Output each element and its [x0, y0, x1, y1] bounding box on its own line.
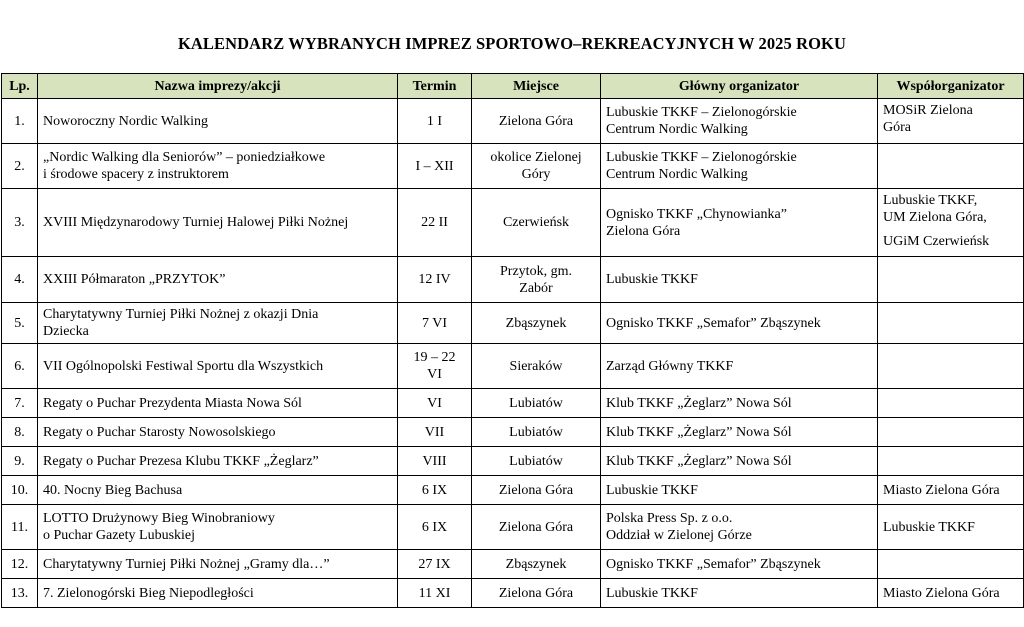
table-row — [2, 389, 1024, 418]
main-organizer-line: Klub TKKF „Żeglarz” Nowa Sól — [606, 424, 792, 440]
lp-cell: 6. — [2, 344, 38, 389]
co-organizer-cell — [878, 389, 1024, 418]
date-cell — [398, 418, 472, 447]
date-cell — [398, 579, 472, 608]
date-line: 22 II — [421, 215, 448, 230]
table-row — [2, 447, 1024, 476]
table-row — [2, 550, 1024, 579]
place-cell — [472, 505, 601, 550]
main-organizer-line: Lubuskie TKKF — [606, 585, 698, 601]
place-cell — [472, 476, 601, 505]
co-organizer-cell — [878, 303, 1024, 344]
co-organizer-cell — [878, 257, 1024, 303]
date-cell — [398, 99, 472, 144]
place-line: Zielona Góra — [498, 113, 574, 129]
event-name-cell — [38, 257, 398, 303]
event-name-line: Dziecka — [43, 324, 89, 339]
place-line: Zbąszynek — [505, 315, 567, 331]
event-name-line: VII Ogólnopolski Festiwal Sportu dla Wszystkich — [43, 358, 324, 374]
main-organizer-line: Klub TKKF „Żeglarz” Nowa Sól — [606, 395, 792, 411]
event-name-cell — [38, 579, 398, 608]
place-cell — [472, 579, 601, 608]
date-line: VI — [427, 367, 442, 382]
event-name-line: XVIII Międzynarodowy Turniej Halowej Piłki Nożnej — [43, 215, 349, 230]
main-organizer-cell — [601, 418, 878, 447]
place-cell — [472, 303, 601, 344]
event-name-line: LOTTO Drużynowy Bieg Winobraniowy — [43, 511, 275, 526]
table-row — [2, 579, 1024, 608]
place-cell — [472, 447, 601, 476]
main-organizer-line: Lubuskie TKKF — [606, 272, 698, 287]
place-line: Lubiatów — [509, 395, 563, 411]
event-name-line: Regaty o Puchar Prezydenta Miasta Nowa Sól — [43, 395, 302, 411]
table-row — [2, 418, 1024, 447]
place-line: Czerwieńsk — [502, 215, 570, 230]
table-row — [2, 144, 1024, 189]
event-name-line: Regaty o Puchar Starosty Nowosolskiego — [43, 424, 276, 440]
event-name-line: Noworoczny Nordic Walking — [43, 113, 209, 129]
co-organizer-cell — [878, 144, 1024, 189]
co-organizer-cell — [878, 344, 1024, 389]
place-cell — [472, 257, 601, 303]
place-cell — [472, 189, 601, 257]
main-organizer-line: Zarząd Główny TKKF — [606, 358, 734, 374]
co-organizer-line: Góra — [883, 120, 911, 135]
table-row — [2, 303, 1024, 344]
date-line: VI — [427, 395, 442, 411]
place-line: Zielona Góra — [498, 585, 574, 601]
date-line: VII — [424, 424, 445, 440]
co-organizer-line: MOSiR Zielona — [883, 103, 973, 118]
table-row — [2, 257, 1024, 303]
event-name-cell — [38, 144, 398, 189]
lp-cell: 5. — [2, 303, 38, 344]
header-date: Termin — [398, 74, 472, 99]
date-cell — [398, 505, 472, 550]
main-organizer-line: Ognisko TKKF „Semafor” Zbąszynek — [606, 315, 821, 331]
place-line: Zielona Góra — [498, 482, 574, 498]
place-cell — [472, 418, 601, 447]
date-line: 19 – 22 — [413, 350, 456, 365]
event-name-line: 40. Nocny Bieg Bachusa — [43, 482, 183, 498]
main-organizer-line: Oddział w Zielonej Górze — [606, 528, 752, 543]
place-cell — [472, 144, 601, 189]
co-organizer-line: UM Zielona Góra, — [883, 210, 987, 225]
lp-cell: 2. — [2, 144, 38, 189]
date-line: I – XII — [415, 158, 454, 174]
main-organizer-line: Zielona Góra — [606, 223, 681, 239]
date-line: 6 IX — [421, 482, 448, 498]
lp-cell: 10. — [2, 476, 38, 505]
main-organizer-line: Centrum Nordic Walking — [606, 122, 748, 137]
main-organizer-line: Polska Press Sp. z o.o. — [606, 511, 733, 526]
date-cell — [398, 257, 472, 303]
table-row — [2, 505, 1024, 550]
table-row — [2, 99, 1024, 144]
co-organizer-cell — [878, 418, 1024, 447]
header-main-organizer: Główny organizator — [601, 74, 878, 99]
table-row — [2, 344, 1024, 389]
events-table — [1, 73, 1024, 608]
place-line: Zbąszynek — [505, 556, 567, 572]
event-name-line: Charytatywny Turniej Piłki Nożnej z okazji Dnia — [43, 307, 319, 322]
lp-cell: 12. — [2, 550, 38, 579]
event-name-cell — [38, 99, 398, 144]
place-cell — [472, 550, 601, 579]
co-organizer-cell — [878, 447, 1024, 476]
lp-cell: 13. — [2, 579, 38, 608]
table-row — [2, 189, 1024, 257]
co-organizer-cell — [878, 550, 1024, 579]
place-line: Góry — [521, 167, 551, 182]
lp-cell: 3. — [2, 189, 38, 257]
date-cell — [398, 144, 472, 189]
main-organizer-line: Centrum Nordic Walking — [606, 167, 748, 182]
main-organizer-cell — [601, 344, 878, 389]
place-line: Lubiatów — [509, 424, 563, 440]
date-line: 1 I — [426, 113, 443, 129]
co-organizer-line: Lubuskie TKKF, — [883, 193, 978, 208]
main-organizer-cell — [601, 99, 878, 144]
date-line: 7 VI — [421, 315, 448, 331]
event-name-cell — [38, 476, 398, 505]
header-event-name: Nazwa imprezy/akcji — [38, 74, 398, 99]
event-name-line: „Nordic Walking dla Seniorów” – poniedziałkowe — [43, 150, 326, 165]
place-line: Zielona Góra — [498, 519, 574, 535]
main-organizer-line: Lubuskie TKKF – Zielonogórskie — [606, 105, 797, 120]
document-title: KALENDARZ WYBRANYCH IMPREZ SPORTOWO–REKREACYJNYCH W 2025 ROKU — [177, 34, 847, 53]
event-name-line: o Puchar Gazety Lubuskiej — [43, 528, 196, 543]
place-line: Sieraków — [509, 358, 563, 374]
event-name-cell — [38, 550, 398, 579]
date-cell — [398, 476, 472, 505]
main-organizer-cell — [601, 550, 878, 579]
lp-cell: 8. — [2, 418, 38, 447]
date-cell — [398, 344, 472, 389]
event-name-cell — [38, 303, 398, 344]
co-organizer-line: Miasto Zielona Góra — [883, 585, 1000, 601]
place-line: Lubiatów — [509, 453, 563, 469]
date-line: VIII — [422, 453, 447, 469]
table-row — [2, 476, 1024, 505]
place-cell — [472, 389, 601, 418]
event-name-line: Regaty o Puchar Prezesa Klubu TKKF „Żeglarz” — [43, 453, 319, 469]
date-cell — [398, 550, 472, 579]
header-co-organizer: Współorganizator — [878, 74, 1024, 99]
main-organizer-line: Lubuskie TKKF — [606, 482, 698, 498]
event-name-cell — [38, 418, 398, 447]
date-line: 11 XI — [418, 585, 451, 601]
main-organizer-cell — [601, 144, 878, 189]
event-name-cell — [38, 389, 398, 418]
lp-cell: 9. — [2, 447, 38, 476]
co-organizer-line: Miasto Zielona Góra — [883, 482, 1000, 498]
main-organizer-cell — [601, 579, 878, 608]
header-lp: Lp. — [2, 74, 38, 99]
co-organizer-cell — [878, 579, 1024, 608]
event-name-line: XXIII Półmaraton „PRZYTOK” — [43, 272, 226, 287]
main-organizer-cell — [601, 257, 878, 303]
lp-cell: 11. — [2, 505, 38, 550]
date-cell — [398, 389, 472, 418]
header-place: Miejsce — [472, 74, 601, 99]
date-line: 27 IX — [418, 556, 451, 572]
lp-cell: 1. — [2, 99, 38, 144]
co-organizer-cell — [878, 189, 1024, 257]
co-organizer-cell — [878, 505, 1024, 550]
lp-cell: 4. — [2, 257, 38, 303]
lp-cell: 7. — [2, 389, 38, 418]
date-cell — [398, 189, 472, 257]
event-name-line: i środowe spacery z instruktorem — [43, 167, 229, 182]
main-organizer-cell — [601, 189, 878, 257]
table-header-row — [2, 74, 1024, 99]
event-name-cell — [38, 505, 398, 550]
place-cell — [472, 344, 601, 389]
date-line: 12 IV — [418, 272, 451, 287]
date-cell — [398, 303, 472, 344]
main-organizer-line: Klub TKKF „Żeglarz” Nowa Sól — [606, 453, 792, 469]
place-cell — [472, 99, 601, 144]
place-line: Zabór — [519, 280, 553, 296]
co-organizer-line: UGiM Czerwieńsk — [883, 234, 990, 249]
event-name-cell — [38, 447, 398, 476]
co-organizer-line: Lubuskie TKKF — [883, 519, 975, 535]
main-organizer-cell — [601, 303, 878, 344]
main-organizer-line: Lubuskie TKKF – Zielonogórskie — [606, 150, 797, 165]
event-name-line: Charytatywny Turniej Piłki Nożnej „Gramy dla…” — [43, 556, 330, 572]
event-name-cell — [38, 189, 398, 257]
place-line: okolice Zielonej — [490, 150, 582, 165]
main-organizer-line: Ognisko TKKF „Semafor” Zbąszynek — [606, 556, 821, 572]
main-organizer-line: Ognisko TKKF „Chynowianka” — [606, 206, 787, 222]
main-organizer-cell — [601, 389, 878, 418]
place-line: Przytok, gm. — [500, 263, 572, 279]
main-organizer-cell — [601, 476, 878, 505]
co-organizer-cell — [878, 99, 1024, 144]
co-organizer-cell — [878, 476, 1024, 505]
date-line: 6 IX — [421, 519, 448, 535]
event-name-line: 7. Zielonogórski Bieg Niepodległości — [43, 585, 254, 601]
main-organizer-cell — [601, 447, 878, 476]
table-body — [2, 99, 1024, 608]
main-organizer-cell — [601, 505, 878, 550]
date-cell — [398, 447, 472, 476]
event-name-cell — [38, 344, 398, 389]
